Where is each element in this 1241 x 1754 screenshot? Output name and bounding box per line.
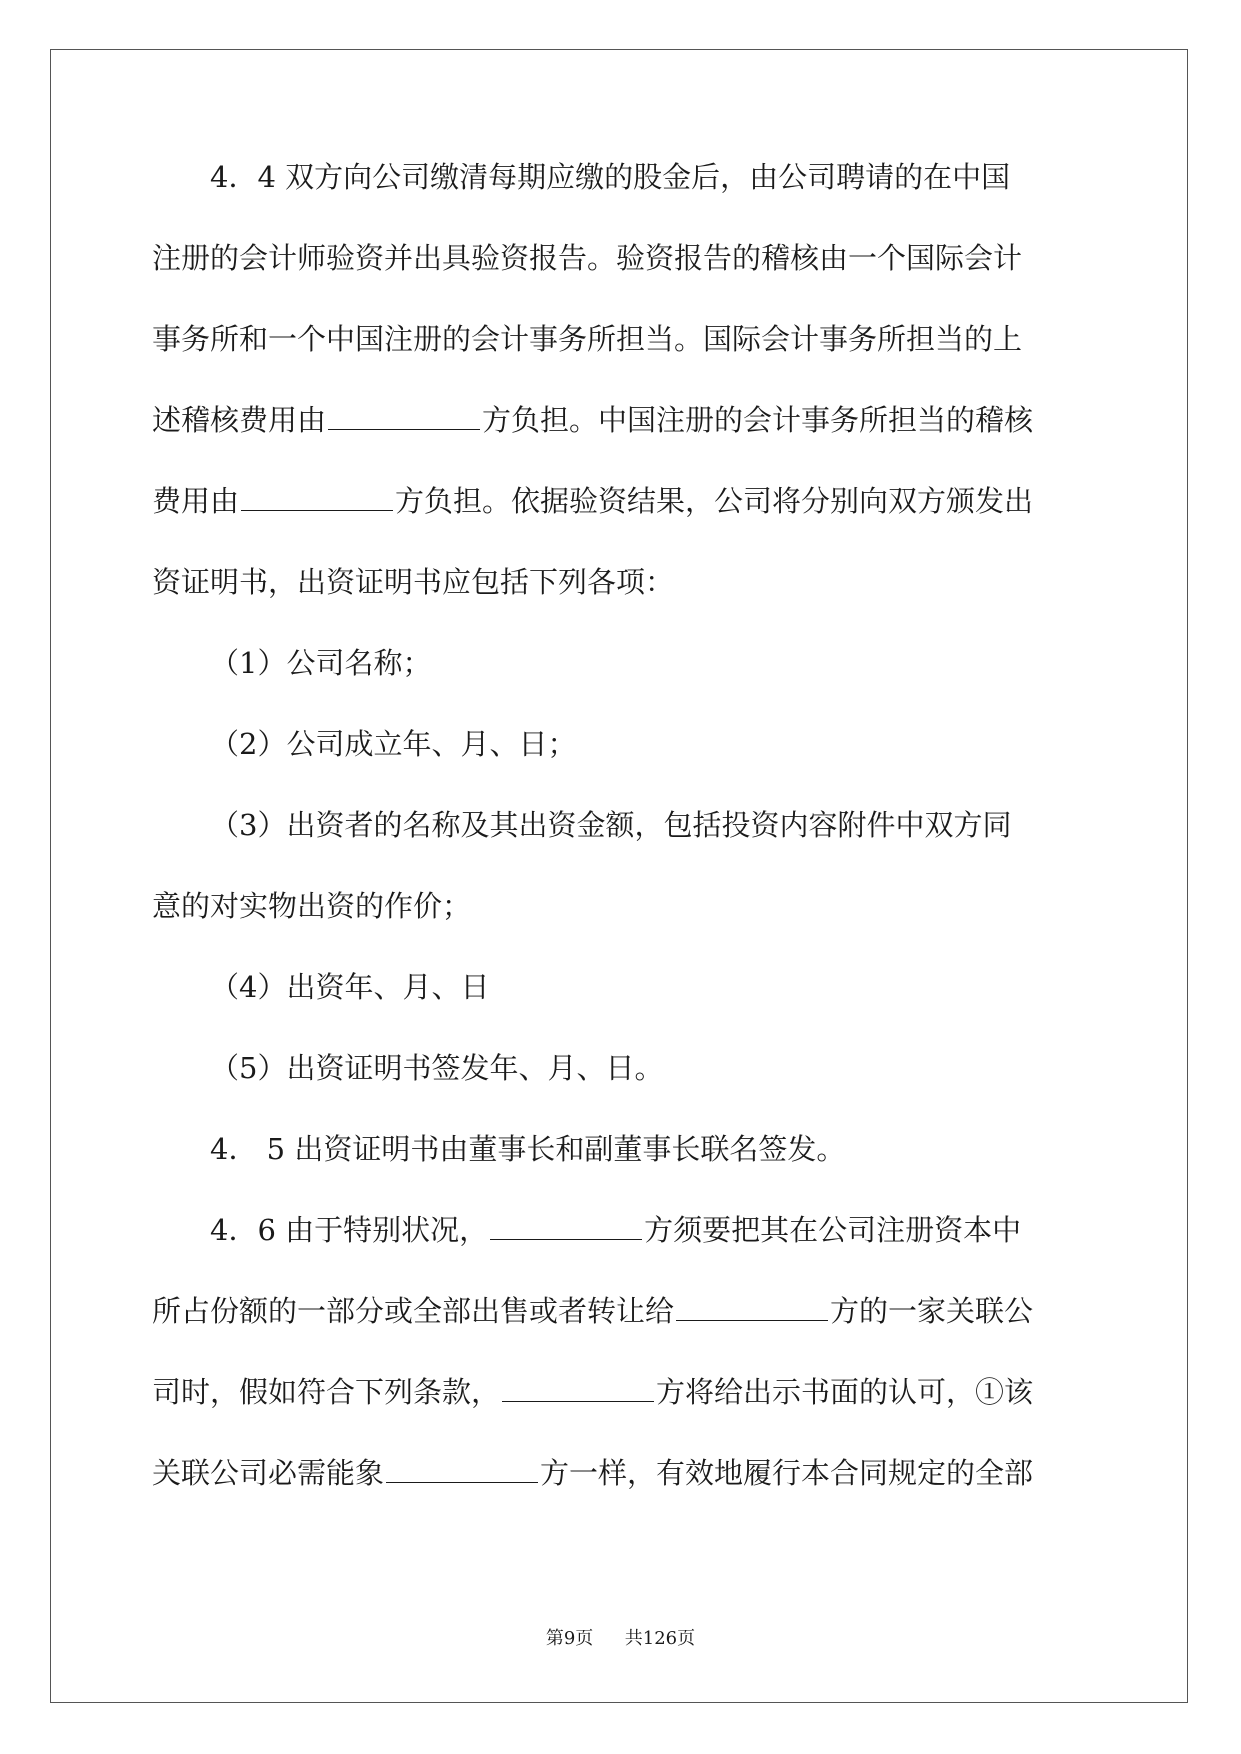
text-line (152, 809, 1088, 890)
text-run: 4．6 由于特别状况， (210, 1213, 489, 1247)
fill-in-blank (328, 405, 480, 430)
text-line (152, 323, 1088, 404)
text-run: 费用由 (152, 484, 240, 518)
text-line (152, 566, 1088, 647)
text-line (152, 485, 1088, 566)
text-line (152, 404, 1088, 485)
text-run: 方负担。依据验资结果，公司将分别向双方颁发出 (395, 484, 1034, 518)
text-line (152, 242, 1088, 323)
text-run: 事务所和一个中国注册的会计事务所担当。国际会计事务所担当的上 (152, 322, 1023, 356)
text-line (152, 647, 1088, 728)
text-line (152, 1295, 1088, 1376)
page-number: 第9页 (545, 1628, 594, 1649)
text-line (152, 1133, 1088, 1214)
text-run: （2）公司成立年、月、日； (210, 727, 577, 761)
text-line (152, 1457, 1088, 1538)
fill-in-blank (386, 1458, 538, 1483)
text-run: 4．4 双方向公司缴清每期应缴的股金后，由公司聘请的在中国 (210, 160, 1011, 194)
page-total: 共126页 (624, 1628, 696, 1649)
fill-in-blank (490, 1215, 642, 1240)
text-line (152, 161, 1088, 242)
text-run: 关联公司必需能象 (152, 1456, 385, 1490)
fill-in-blank (676, 1296, 828, 1321)
text-run: 方一样，有效地履行本合同规定的全部 (540, 1456, 1034, 1490)
text-run: 司时，假如符合下列条款， (152, 1375, 501, 1409)
text-run: 方将给出示书面的认可，①该 (656, 1375, 1034, 1409)
text-line (152, 728, 1088, 809)
text-line (152, 890, 1088, 971)
page-footer (0, 1624, 1241, 1650)
text-run: 方负担。中国注册的会计事务所担当的稽核 (482, 403, 1034, 437)
text-line (152, 1052, 1088, 1133)
text-run: 4． 5 出资证明书由董事长和副董事长联名签发。 (210, 1132, 846, 1166)
text-run: 资证明书，出资证明书应包括下列各项： (152, 565, 675, 599)
fill-in-blank (241, 486, 393, 511)
text-run: 方的一家关联公 (830, 1294, 1034, 1328)
fill-in-blank (502, 1377, 654, 1402)
text-run: （1）公司名称； (210, 646, 432, 680)
text-run: 注册的会计师验资并出具验资报告。验资报告的稽核由一个国际会计 (152, 241, 1023, 275)
text-line (152, 971, 1088, 1052)
text-run: 方须要把其在公司注册资本中 (644, 1213, 1022, 1247)
text-run: 意的对实物出资的作价； (152, 889, 472, 923)
text-run: 述稽核费用由 (152, 403, 327, 437)
text-line (152, 1376, 1088, 1457)
text-run: （5）出资证明书签发年、月、日。 (210, 1051, 664, 1085)
text-run: 所占份额的一部分或全部出售或者转让给 (152, 1294, 675, 1328)
text-line (152, 1214, 1088, 1295)
text-run: （3）出资者的名称及其出资金额，包括投资内容附件中双方同 (210, 808, 1012, 842)
document-body (152, 161, 1088, 1538)
text-run: （4）出资年、月、日 (210, 970, 490, 1004)
